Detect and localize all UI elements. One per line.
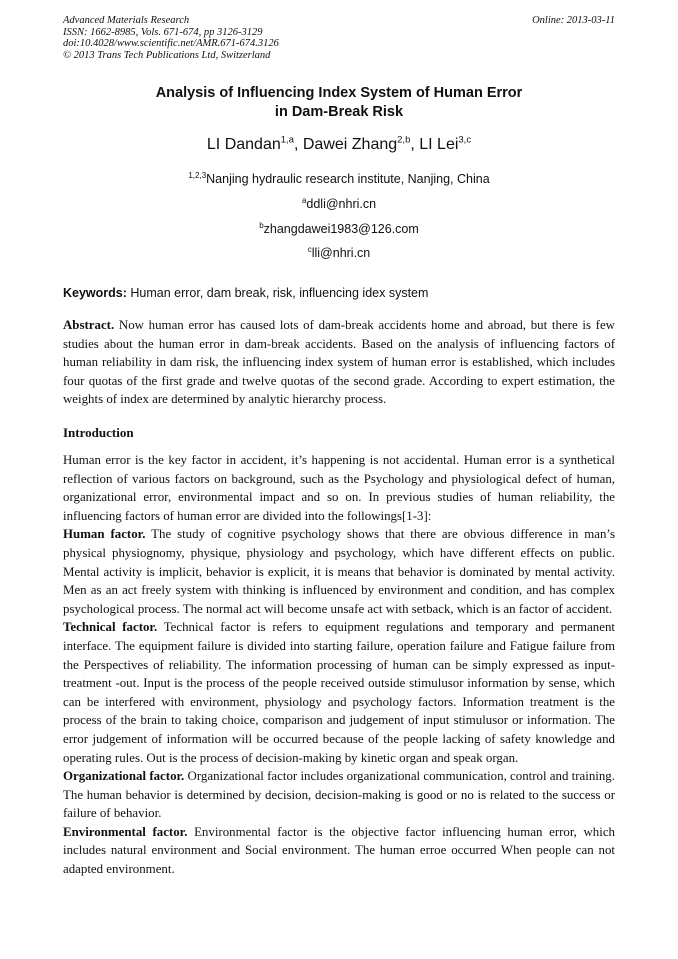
- paragraph-label: Organizational factor.: [63, 769, 185, 784]
- paper-title: [0, 84, 678, 122]
- keywords: [63, 286, 615, 300]
- author-sup: 2,b: [397, 134, 411, 146]
- intro-paragraph: [63, 823, 615, 879]
- section-heading-introduction: Introduction: [63, 425, 134, 440]
- intro-paragraph: [63, 767, 615, 823]
- copyright-line: © 2013 Trans Tech Publications Ltd, Switzerland: [63, 49, 271, 61]
- abstract-label: Abstract.: [63, 318, 115, 332]
- intro-paragraph: [63, 618, 615, 767]
- author-separator: ,: [293, 136, 303, 153]
- paragraph-text: Technical factor is refers to equipment regulations and temporary and permanent interface. The equipment failure is divided into starting failure, operation failure and Fatigue failure from the Perspectives of reliability. The information processing of human can be simply expressed as input-treatment -out. Input is the process of the people received outside stimulusor information by sense, which can be interfered with environment, physiology and psychology factors. Information treatment is the process of the brain to taking choice, comparison and judgement of input stimulusor or information. The error judgement of information will be occurred because of the people lacking of safety knowledge and operating rules. Out is the process of decision-making by kinetic organ and speak organ.: [63, 620, 615, 765]
- abstract: [63, 316, 615, 409]
- paragraph-text: Organizational factor includes organizational communication, control and training. The human behavior is determined by decision, decision-making is good or no is related to the success or failure of behavior.: [63, 769, 615, 821]
- paragraph-text: Environmental factor is the objective factor influencing human error, which includes natural environment and Social environment. The human erroe occurred When people can not adapted environment.: [63, 824, 615, 877]
- keywords-label: Keywords:: [63, 286, 127, 300]
- email-sup: c: [307, 244, 312, 254]
- journal-header: [63, 15, 615, 61]
- email-a: [0, 197, 678, 211]
- email-text: lli@nhri.cn: [311, 246, 371, 260]
- paragraph-label: Human factor.: [63, 527, 146, 542]
- online-date: Online: 2013-03-11: [532, 15, 615, 26]
- author-name: LI Dandan: [206, 136, 281, 153]
- author-list: [0, 136, 678, 154]
- author-name: Dawei Zhang: [302, 136, 398, 153]
- email-text: ddli@nhri.cn: [306, 197, 377, 211]
- email-c: [0, 246, 678, 260]
- paragraph-text: The study of cognitive psychology shows that there are obvious difference in man’s physical physiognomy, physique, physiology and psychology, which have different effects on public. Mental activity is implicit, behavior is explicit, it is means that behavior is dominated by mental activity. Men as an act freely system with thinking is influenced by environment and condition, and has complex psychological process. The normal act will become unsafe act with setback, which is an factor of accident.: [63, 527, 615, 616]
- paragraph-label: Technical factor.: [63, 620, 158, 635]
- paragraph-text: Human error is the key factor in accident, it’s happening is not accidental. Human error is a synthetical reflection of various factors on background, such as the Psychology and physiological defect of human, organizational error, environmental impact and so on. In previous studies of human reliability, the influencing factors of human error are divided into the followings[1-3]:: [63, 453, 615, 523]
- intro-paragraph: [63, 451, 615, 525]
- author-name: LI Lei: [419, 136, 459, 153]
- title-line-2: in Dam-Break Risk: [274, 104, 404, 120]
- email-b: [0, 222, 678, 236]
- issn-line: ISSN: 1662-8985, Vols. 671-674, pp 3126-3129: [63, 26, 263, 38]
- abstract-paragraph: [63, 316, 615, 409]
- keywords-text: Human error, dam break, risk, influencing idex system: [130, 286, 429, 300]
- introduction-body: [63, 451, 615, 879]
- doi-line: doi:10.4028/www.scientific.net/AMR.671-674.3126: [63, 38, 279, 49]
- intro-paragraph: [63, 525, 615, 618]
- author-sup: 1,a: [280, 134, 294, 146]
- author-sup: 3,c: [458, 134, 472, 146]
- affiliation-sup: 1,2,3: [188, 170, 207, 180]
- abstract-text: Now human error has caused lots of dam-break accidents home and abroad, but there is few studies about the human error in dam-break accidents. Based on the analysis of influencing factors of human reliability in dam risk, the influencing index system of human error is established, which includes four quotas of the first grade and twelve quotas of the second grade. According to expert estimation, the weights of index are determined by analytic hierarchy process.: [63, 318, 615, 407]
- affiliation: [0, 172, 678, 186]
- email-sup: a: [301, 195, 307, 205]
- affiliation-text: Nanjing hydraulic research institute, Nanjing, China: [206, 172, 490, 186]
- title-line-1: Analysis of Influencing Index System of Human Error: [155, 85, 523, 101]
- paragraph-label: Environmental factor.: [63, 824, 188, 839]
- email-text: zhangdawei1983@126.com: [263, 222, 419, 236]
- journal-name: Advanced Materials Research: [63, 15, 190, 26]
- author-separator: ,: [410, 136, 420, 153]
- email-sup: b: [259, 220, 264, 230]
